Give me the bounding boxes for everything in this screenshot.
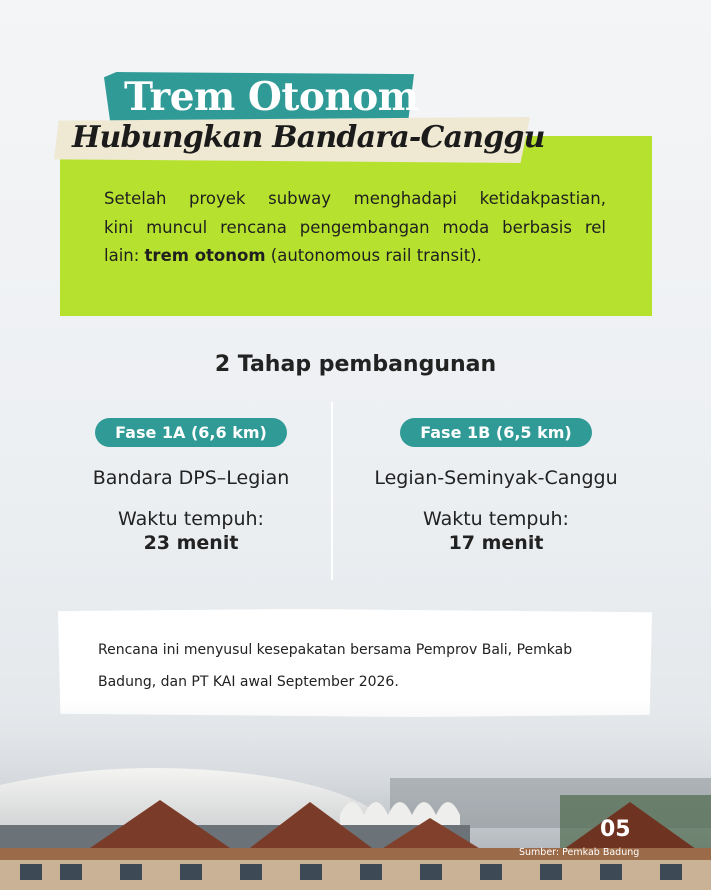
phase-1a-column	[41, 418, 341, 555]
section-title: 2 Tahap pembangunan	[214, 352, 497, 377]
note-text	[98, 634, 628, 698]
phase-1a-pill: Fase 1A (6,6 km)	[95, 418, 287, 447]
phase-1b-route: Legian-Seminyak-Canggu	[374, 467, 618, 489]
phase-1a-route: Bandara DPS–Legian	[92, 467, 290, 489]
main-title: Trem Otonom	[124, 74, 419, 120]
intro-line-1: Setelah proyek subway menghadapi ketidakpastian,	[104, 189, 606, 208]
intro-line-3	[104, 242, 606, 271]
note-line-2: Badung, dan PT KAI awal September 2026.	[98, 674, 399, 690]
airport-photo	[0, 700, 711, 890]
phase-1b-time-label: Waktu tempuh:	[423, 508, 569, 530]
intro-line-2: kini muncul rencana pengembangan moda berbasis rel	[104, 217, 606, 237]
intro-prefix: lain:	[104, 246, 145, 265]
phase-1b-column	[346, 418, 646, 555]
phase-1b-pill: Fase 1B (6,5 km)	[400, 418, 591, 447]
note-line-1: Rencana ini menyusul kesepakatan bersama Pemprov Bali, Pemkab	[98, 642, 573, 658]
phase-1a-time-label: Waktu tempuh:	[118, 508, 264, 530]
page-number: 05	[600, 817, 631, 842]
source-credit: Sumber: Pemkab Badung	[519, 847, 640, 858]
phase-1b-time-value: 17 menit	[448, 532, 544, 554]
subtitle: Hubungkan Bandara-Canggu	[72, 120, 545, 155]
intro-suffix: (autonomous rail transit).	[265, 246, 482, 265]
intro-text	[104, 185, 606, 271]
phase-1a-time-value: 23 menit	[143, 532, 239, 554]
intro-highlight: trem otonom	[144, 246, 266, 265]
